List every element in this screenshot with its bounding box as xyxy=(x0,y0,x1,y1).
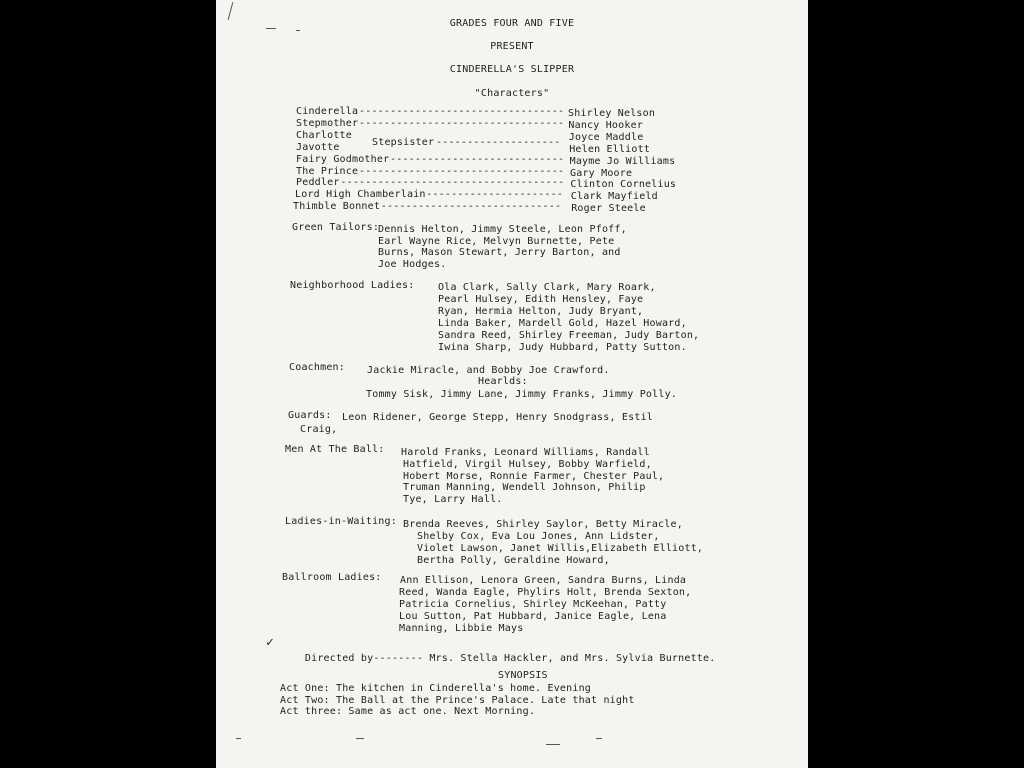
synopsis-act: Act three: Same as act one. Next Morning. xyxy=(280,706,536,717)
group-members: Harold Franks, Leonard Williams, Randall xyxy=(401,447,650,458)
scan-mark xyxy=(296,30,300,31)
leader-dashes: ------------------------------------ xyxy=(340,177,565,188)
group-members: Violet Lawson, Janet Willis,Elizabeth Elliott, xyxy=(417,543,704,554)
leader-dashes: ---------------------- xyxy=(426,189,564,200)
cast-role: The Prince xyxy=(296,166,359,177)
leader-dashes: ----------------------------- xyxy=(380,201,562,212)
group-members: Tye, Larry Hall. xyxy=(403,494,503,505)
cast-role: Stepmother xyxy=(296,118,359,129)
group-members: Patricia Cornelius, Shirley McKeehan, Patty xyxy=(399,599,667,610)
group-label: Green Tailors: xyxy=(292,222,380,233)
directed-by-label: Directed by xyxy=(304,653,374,664)
scan-mark xyxy=(356,738,364,739)
group-members: Linda Baker, Mardell Gold, Hazel Howard, xyxy=(438,318,687,329)
program-page xyxy=(216,0,808,768)
group-members: Craig, xyxy=(300,424,338,435)
leader-dashes: --------------------------------- xyxy=(359,166,565,177)
group-members: Leon Ridener, George Stepp, Henry Snodgrass, Estil xyxy=(342,412,654,423)
group-members: Burns, Mason Stewart, Jerry Barton, and xyxy=(378,247,621,258)
scan-mark xyxy=(596,738,602,739)
group-members: Hobert Morse, Ronnie Farmer, Chester Paul, xyxy=(403,471,665,482)
group-members: Hatfield, Virgil Hulsey, Bobby Warfield, xyxy=(403,459,652,470)
group-label: Men At The Ball: xyxy=(285,444,385,455)
cast-role: Charlotte xyxy=(296,130,352,141)
leader-dashes: -------- xyxy=(373,653,430,664)
leader-dashes: --------------------------------- xyxy=(359,106,565,117)
group-members: Dennis Helton, Jimmy Steele, Leon Pfoff, xyxy=(378,224,627,235)
group-members: Truman Manning, Wendell Johnson, Philip xyxy=(403,482,646,493)
leader-dashes: -------------------- xyxy=(436,137,561,148)
group-members: Bertha Polly, Geraldine Howard, xyxy=(417,555,610,566)
group-label: Guards: xyxy=(288,410,332,421)
synopsis-title: SYNOPSIS xyxy=(498,670,548,681)
directors: Mrs. Stella Hackler, and Mrs. Sylvia Burnette. xyxy=(429,653,716,664)
group-members: Ryan, Hermia Helton, Judy Bryant, xyxy=(438,306,644,317)
group-members: Ola Clark, Sally Clark, Mary Roark, xyxy=(438,282,656,293)
cast-actor: Shirley Nelson xyxy=(568,108,656,119)
group-members: Joe Hodges. xyxy=(378,259,447,270)
cast-actor: Clinton Cornelius xyxy=(570,179,677,190)
cast-actor: Nancy Hooker xyxy=(568,120,644,131)
group-members: Brenda Reeves, Shirley Saylor, Betty Miracle, xyxy=(403,519,683,530)
group-label: Neighborhood Ladies: xyxy=(290,280,415,291)
group-label: Coachmen: xyxy=(289,362,345,373)
cast-role: Fairy Godmother xyxy=(296,154,390,165)
group-members: Tommy Sisk, Jimmy Lane, Jimmy Franks, Jimmy Polly. xyxy=(366,389,678,400)
leader-dashes: --------------------------------- xyxy=(359,118,565,129)
group-members: Ann Ellison, Lenora Green, Sandra Burns, Linda xyxy=(400,575,687,586)
play-title: CINDERELLA'S SLIPPER xyxy=(449,64,575,75)
group-label: Ladies-in-Waiting: xyxy=(285,516,397,527)
cast-role: Lord High Chamberlain xyxy=(295,189,426,200)
cast-role: Javotte xyxy=(296,142,340,153)
synopsis-act: Act One: The kitchen in Cinderella's home. Evening xyxy=(280,683,592,694)
group-label: Ballroom Ladies: xyxy=(282,572,382,583)
cast-actor: Joyce Maddle xyxy=(568,132,644,143)
group-members: Earl Wayne Rice, Melvyn Burnette, Pete xyxy=(378,236,615,247)
group-members: Pearl Hulsey, Edith Hensley, Faye xyxy=(438,294,644,305)
scan-mark xyxy=(236,738,241,739)
cast-actor: Mayme Jo Williams xyxy=(569,156,676,167)
group-members: Iwina Sharp, Judy Hubbard, Patty Sutton. xyxy=(438,342,687,353)
group-members: Shelby Cox, Eva Lou Jones, Ann Lidster, xyxy=(417,531,660,542)
checkmark-icon: ✓ xyxy=(266,635,274,650)
header-line-1: GRADES FOUR AND FIVE xyxy=(449,18,575,29)
characters-heading: "Characters" xyxy=(474,88,550,99)
cast-role: Cinderella xyxy=(296,106,359,117)
leader-dashes: ---------------------------- xyxy=(390,154,565,165)
group-members: Sandra Reed, Shirley Freeman, Judy Barton, xyxy=(438,330,700,341)
cast-role: Peddler xyxy=(296,177,340,188)
cast-actor: Gary Moore xyxy=(570,168,633,179)
header-line-2: PRESENT xyxy=(490,41,534,52)
group-members: Manning, Libbie Mays xyxy=(399,623,524,634)
synopsis-act: Act Two: The Ball at the Prince's Palace. Late that night xyxy=(280,695,635,706)
cast-actor: Helen Elliott xyxy=(569,144,651,155)
cast-actor: Clark Mayfield xyxy=(570,191,658,202)
cast-actor: Roger Steele xyxy=(571,203,646,214)
group-members: Jackie Miracle, and Bobby Joe Crawford. xyxy=(367,365,610,376)
scan-mark xyxy=(546,744,560,745)
cast-role: Thimble Bonnet xyxy=(293,201,381,212)
group-label: Hearlds: xyxy=(478,376,528,387)
stepsister-label: Stepsister xyxy=(372,137,435,148)
group-members: Reed, Wanda Eagle, Phylirs Holt, Brenda Sexton, xyxy=(399,587,692,598)
group-members: Lou Sutton, Pat Hubbard, Janice Eagle, Lena xyxy=(399,611,667,622)
